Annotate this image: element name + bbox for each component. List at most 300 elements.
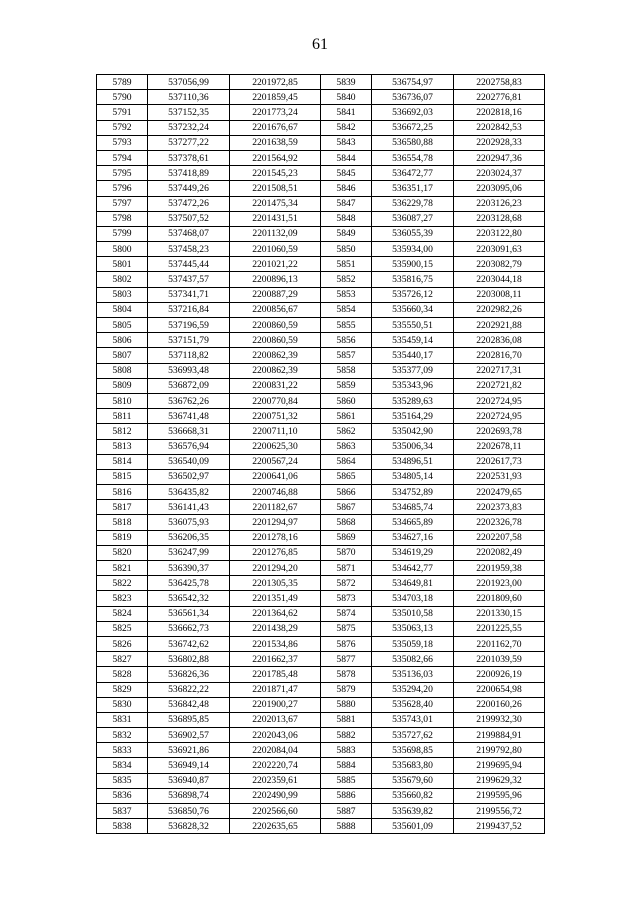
x-coordinate-right: 536229,78 (372, 196, 454, 211)
point-number-left: 5830 (97, 697, 148, 712)
table-row (97, 135, 545, 150)
page-number: 61 (312, 36, 328, 53)
x-coordinate-left: 537277,22 (148, 135, 230, 150)
x-coordinate-left: 536895,85 (148, 712, 230, 727)
x-coordinate-right: 534752,89 (372, 485, 454, 500)
y-coordinate-left: 2201060,59 (230, 242, 321, 257)
y-coordinate-left: 2201859,45 (230, 90, 321, 105)
point-number-right: 5854 (321, 302, 372, 317)
y-coordinate-left: 2201294,20 (230, 561, 321, 576)
x-coordinate-left: 536802,88 (148, 652, 230, 667)
point-number-right: 5875 (321, 621, 372, 636)
table-row (97, 75, 545, 90)
x-coordinate-left: 537118,82 (148, 348, 230, 363)
table-row (97, 804, 545, 819)
x-coordinate-right: 535698,85 (372, 743, 454, 758)
point-number-left: 5789 (97, 75, 148, 90)
table-row (97, 758, 545, 773)
y-coordinate-left: 2200625,30 (230, 439, 321, 454)
y-coordinate-right: 2202373,83 (454, 500, 545, 515)
table-row (97, 257, 545, 272)
point-number-right: 5877 (321, 652, 372, 667)
y-coordinate-right: 2202724,95 (454, 393, 545, 408)
y-coordinate-right: 2199437,52 (454, 819, 545, 834)
y-coordinate-right: 2202982,26 (454, 302, 545, 317)
point-number-right: 5842 (321, 120, 372, 135)
table-row (97, 302, 545, 317)
point-number-left: 5803 (97, 287, 148, 302)
y-coordinate-left: 2201785,48 (230, 667, 321, 682)
x-coordinate-left: 537468,07 (148, 226, 230, 241)
point-number-right: 5858 (321, 363, 372, 378)
point-number-left: 5817 (97, 500, 148, 515)
y-coordinate-left: 2201475,34 (230, 196, 321, 211)
point-number-left: 5800 (97, 242, 148, 257)
point-number-right: 5848 (321, 211, 372, 226)
x-coordinate-right: 536055,39 (372, 226, 454, 241)
point-number-left: 5820 (97, 545, 148, 560)
table-row (97, 454, 545, 469)
x-coordinate-right: 536754,97 (372, 75, 454, 90)
y-coordinate-left: 2201021,22 (230, 257, 321, 272)
x-coordinate-right: 536472,77 (372, 166, 454, 181)
y-coordinate-left: 2202043,06 (230, 728, 321, 743)
x-coordinate-right: 534649,81 (372, 576, 454, 591)
point-number-right: 5859 (321, 378, 372, 393)
x-coordinate-left: 537232,24 (148, 120, 230, 135)
y-coordinate-right: 2202717,31 (454, 363, 545, 378)
point-number-left: 5795 (97, 166, 148, 181)
x-coordinate-right: 535440,17 (372, 348, 454, 363)
x-coordinate-right: 535601,09 (372, 819, 454, 834)
x-coordinate-left: 537151,79 (148, 333, 230, 348)
x-coordinate-right: 535289,63 (372, 393, 454, 408)
y-coordinate-right: 2199932,30 (454, 712, 545, 727)
x-coordinate-right: 535042,90 (372, 424, 454, 439)
x-coordinate-right: 535743,01 (372, 712, 454, 727)
y-coordinate-right: 2203126,23 (454, 196, 545, 211)
y-coordinate-left: 2200856,67 (230, 302, 321, 317)
y-coordinate-left: 2201132,09 (230, 226, 321, 241)
point-number-right: 5843 (321, 135, 372, 150)
table-row (97, 788, 545, 803)
point-number-left: 5807 (97, 348, 148, 363)
y-coordinate-right: 2202479,65 (454, 485, 545, 500)
y-coordinate-right: 2201959,38 (454, 561, 545, 576)
point-number-right: 5876 (321, 636, 372, 651)
y-coordinate-right: 2202921,88 (454, 318, 545, 333)
y-coordinate-left: 2201351,49 (230, 591, 321, 606)
x-coordinate-left: 537418,89 (148, 166, 230, 181)
y-coordinate-left: 2201972,85 (230, 75, 321, 90)
point-number-right: 5888 (321, 819, 372, 834)
y-coordinate-left: 2200860,59 (230, 333, 321, 348)
point-number-left: 5831 (97, 712, 148, 727)
point-number-right: 5862 (321, 424, 372, 439)
y-coordinate-left: 2201871,47 (230, 682, 321, 697)
x-coordinate-right: 535900,15 (372, 257, 454, 272)
y-coordinate-right: 2203128,68 (454, 211, 545, 226)
table-row (97, 530, 545, 545)
x-coordinate-left: 536826,36 (148, 667, 230, 682)
table-row (97, 697, 545, 712)
x-coordinate-left: 537445,44 (148, 257, 230, 272)
x-coordinate-right: 535459,14 (372, 333, 454, 348)
point-number-left: 5832 (97, 728, 148, 743)
x-coordinate-right: 534896,51 (372, 454, 454, 469)
table-row (97, 469, 545, 484)
x-coordinate-left: 536435,82 (148, 485, 230, 500)
point-number-right: 5850 (321, 242, 372, 257)
table-row (97, 409, 545, 424)
x-coordinate-left: 536742,62 (148, 636, 230, 651)
y-coordinate-right: 2202693,78 (454, 424, 545, 439)
point-number-right: 5841 (321, 105, 372, 120)
x-coordinate-right: 536554,78 (372, 150, 454, 165)
y-coordinate-left: 2200746,88 (230, 485, 321, 500)
y-coordinate-left: 2200831,22 (230, 378, 321, 393)
y-coordinate-right: 2202617,73 (454, 454, 545, 469)
point-number-left: 5812 (97, 424, 148, 439)
point-number-left: 5819 (97, 530, 148, 545)
point-number-right: 5873 (321, 591, 372, 606)
point-number-left: 5804 (97, 302, 148, 317)
y-coordinate-right: 2203095,06 (454, 181, 545, 196)
y-coordinate-left: 2202220,74 (230, 758, 321, 773)
point-number-right: 5885 (321, 773, 372, 788)
point-number-left: 5815 (97, 469, 148, 484)
table-row (97, 515, 545, 530)
x-coordinate-right: 535628,40 (372, 697, 454, 712)
x-coordinate-left: 537196,59 (148, 318, 230, 333)
y-coordinate-left: 2201182,67 (230, 500, 321, 515)
x-coordinate-left: 536828,32 (148, 819, 230, 834)
y-coordinate-right: 2203082,79 (454, 257, 545, 272)
x-coordinate-right: 534627,16 (372, 530, 454, 545)
x-coordinate-right: 535679,60 (372, 773, 454, 788)
x-coordinate-right: 535063,13 (372, 621, 454, 636)
y-coordinate-right: 2203091,63 (454, 242, 545, 257)
table-row (97, 819, 545, 834)
x-coordinate-right: 535136,03 (372, 667, 454, 682)
table-row (97, 318, 545, 333)
y-coordinate-right: 2203008,11 (454, 287, 545, 302)
point-number-left: 5813 (97, 439, 148, 454)
point-number-right: 5849 (321, 226, 372, 241)
y-coordinate-right: 2199556,72 (454, 804, 545, 819)
x-coordinate-left: 536141,43 (148, 500, 230, 515)
table-row (97, 545, 545, 560)
table-row (97, 485, 545, 500)
table-row (97, 287, 545, 302)
table-row (97, 576, 545, 591)
y-coordinate-left: 2201278,16 (230, 530, 321, 545)
x-coordinate-left: 536850,76 (148, 804, 230, 819)
y-coordinate-right: 2199629,32 (454, 773, 545, 788)
point-number-left: 5809 (97, 378, 148, 393)
y-coordinate-right: 2203024,37 (454, 166, 545, 181)
table-row (97, 728, 545, 743)
table-row (97, 439, 545, 454)
x-coordinate-left: 536762,26 (148, 393, 230, 408)
point-number-right: 5847 (321, 196, 372, 211)
point-number-right: 5845 (321, 166, 372, 181)
point-number-right: 5886 (321, 788, 372, 803)
table-row (97, 636, 545, 651)
table-row (97, 424, 545, 439)
table-row (97, 606, 545, 621)
table-row (97, 712, 545, 727)
table-row (97, 500, 545, 515)
y-coordinate-left: 2200751,32 (230, 409, 321, 424)
point-number-left: 5829 (97, 682, 148, 697)
x-coordinate-right: 535816,75 (372, 272, 454, 287)
point-number-left: 5793 (97, 135, 148, 150)
x-coordinate-left: 537507,52 (148, 211, 230, 226)
y-coordinate-right: 2199792,80 (454, 743, 545, 758)
point-number-left: 5794 (97, 150, 148, 165)
x-coordinate-left: 536993,48 (148, 363, 230, 378)
y-coordinate-left: 2201431,51 (230, 211, 321, 226)
y-coordinate-right: 2202818,16 (454, 105, 545, 120)
x-coordinate-right: 534665,89 (372, 515, 454, 530)
y-coordinate-left: 2202084,04 (230, 743, 321, 758)
x-coordinate-right: 536087,27 (372, 211, 454, 226)
point-number-right: 5865 (321, 469, 372, 484)
x-coordinate-left: 536576,94 (148, 439, 230, 454)
y-coordinate-right: 2199595,96 (454, 788, 545, 803)
x-coordinate-left: 536902,57 (148, 728, 230, 743)
table-row (97, 393, 545, 408)
x-coordinate-right: 535343,96 (372, 378, 454, 393)
point-number-right: 5844 (321, 150, 372, 165)
table-row (97, 378, 545, 393)
x-coordinate-right: 535683,80 (372, 758, 454, 773)
point-number-right: 5839 (321, 75, 372, 90)
point-number-left: 5823 (97, 591, 148, 606)
x-coordinate-right: 534703,18 (372, 591, 454, 606)
y-coordinate-left: 2200862,39 (230, 363, 321, 378)
x-coordinate-left: 537152,35 (148, 105, 230, 120)
point-number-left: 5811 (97, 409, 148, 424)
y-coordinate-left: 2202566,60 (230, 804, 321, 819)
point-number-right: 5883 (321, 743, 372, 758)
x-coordinate-left: 537437,57 (148, 272, 230, 287)
point-number-right: 5864 (321, 454, 372, 469)
point-number-right: 5851 (321, 257, 372, 272)
y-coordinate-left: 2201508,51 (230, 181, 321, 196)
x-coordinate-right: 535059,18 (372, 636, 454, 651)
x-coordinate-left: 537472,26 (148, 196, 230, 211)
coordinates-table-body (97, 75, 545, 834)
table-row (97, 181, 545, 196)
x-coordinate-left: 536561,34 (148, 606, 230, 621)
table-row (97, 226, 545, 241)
y-coordinate-right: 2202531,93 (454, 469, 545, 484)
y-coordinate-left: 2201900,27 (230, 697, 321, 712)
y-coordinate-right: 2202836,08 (454, 333, 545, 348)
y-coordinate-left: 2202490,99 (230, 788, 321, 803)
y-coordinate-right: 2202776,81 (454, 90, 545, 105)
x-coordinate-left: 536668,31 (148, 424, 230, 439)
point-number-right: 5872 (321, 576, 372, 591)
x-coordinate-right: 536351,17 (372, 181, 454, 196)
point-number-right: 5866 (321, 485, 372, 500)
y-coordinate-left: 2201294,97 (230, 515, 321, 530)
y-coordinate-left: 2201305,35 (230, 576, 321, 591)
x-coordinate-left: 537378,61 (148, 150, 230, 165)
x-coordinate-left: 536940,87 (148, 773, 230, 788)
table-row (97, 105, 545, 120)
y-coordinate-left: 2201564,92 (230, 150, 321, 165)
point-number-right: 5881 (321, 712, 372, 727)
x-coordinate-right: 535660,82 (372, 788, 454, 803)
point-number-right: 5884 (321, 758, 372, 773)
x-coordinate-left: 537216,84 (148, 302, 230, 317)
y-coordinate-left: 2201773,24 (230, 105, 321, 120)
point-number-right: 5860 (321, 393, 372, 408)
point-number-right: 5869 (321, 530, 372, 545)
y-coordinate-right: 2202082,49 (454, 545, 545, 560)
x-coordinate-right: 535934,00 (372, 242, 454, 257)
table-row (97, 363, 545, 378)
point-number-left: 5833 (97, 743, 148, 758)
y-coordinate-right: 2199884,91 (454, 728, 545, 743)
y-coordinate-left: 2202013,67 (230, 712, 321, 727)
point-number-left: 5801 (97, 257, 148, 272)
point-number-left: 5818 (97, 515, 148, 530)
y-coordinate-right: 2202842,53 (454, 120, 545, 135)
y-coordinate-right: 2203044,18 (454, 272, 545, 287)
y-coordinate-left: 2202359,61 (230, 773, 321, 788)
y-coordinate-left: 2201438,29 (230, 621, 321, 636)
x-coordinate-left: 536921,86 (148, 743, 230, 758)
coordinates-table (96, 74, 545, 834)
x-coordinate-right: 535164,29 (372, 409, 454, 424)
point-number-left: 5799 (97, 226, 148, 241)
point-number-left: 5792 (97, 120, 148, 135)
y-coordinate-left: 2201545,23 (230, 166, 321, 181)
table-row (97, 90, 545, 105)
y-coordinate-right: 2201809,60 (454, 591, 545, 606)
x-coordinate-left: 536741,48 (148, 409, 230, 424)
x-coordinate-left: 536949,14 (148, 758, 230, 773)
point-number-right: 5879 (321, 682, 372, 697)
y-coordinate-right: 2201039,59 (454, 652, 545, 667)
y-coordinate-left: 2201638,59 (230, 135, 321, 150)
x-coordinate-left: 536425,78 (148, 576, 230, 591)
x-coordinate-right: 536736,07 (372, 90, 454, 105)
x-coordinate-left: 536542,32 (148, 591, 230, 606)
y-coordinate-left: 2200887,29 (230, 287, 321, 302)
y-coordinate-right: 2202724,95 (454, 409, 545, 424)
point-number-right: 5874 (321, 606, 372, 621)
x-coordinate-right: 534642,77 (372, 561, 454, 576)
y-coordinate-left: 2200711,10 (230, 424, 321, 439)
point-number-left: 5836 (97, 788, 148, 803)
y-coordinate-left: 2201662,37 (230, 652, 321, 667)
point-number-left: 5834 (97, 758, 148, 773)
point-number-right: 5857 (321, 348, 372, 363)
y-coordinate-right: 2202758,83 (454, 75, 545, 90)
x-coordinate-right: 534685,74 (372, 500, 454, 515)
point-number-left: 5828 (97, 667, 148, 682)
x-coordinate-right: 535294,20 (372, 682, 454, 697)
table-row (97, 166, 545, 181)
x-coordinate-left: 536898,74 (148, 788, 230, 803)
table-row (97, 621, 545, 636)
y-coordinate-left: 2202635,65 (230, 819, 321, 834)
y-coordinate-left: 2200896,13 (230, 272, 321, 287)
y-coordinate-right: 2200654,98 (454, 682, 545, 697)
point-number-right: 5882 (321, 728, 372, 743)
point-number-left: 5838 (97, 819, 148, 834)
y-coordinate-right: 2202816,70 (454, 348, 545, 363)
y-coordinate-right: 2203122,80 (454, 226, 545, 241)
x-coordinate-left: 536662,73 (148, 621, 230, 636)
x-coordinate-right: 536580,88 (372, 135, 454, 150)
y-coordinate-right: 2200926,19 (454, 667, 545, 682)
point-number-left: 5808 (97, 363, 148, 378)
point-number-left: 5798 (97, 211, 148, 226)
point-number-right: 5852 (321, 272, 372, 287)
x-coordinate-right: 535550,51 (372, 318, 454, 333)
point-number-right: 5878 (321, 667, 372, 682)
point-number-right: 5853 (321, 287, 372, 302)
point-number-left: 5837 (97, 804, 148, 819)
x-coordinate-right: 535727,62 (372, 728, 454, 743)
point-number-left: 5802 (97, 272, 148, 287)
point-number-left: 5806 (97, 333, 148, 348)
table-row (97, 348, 545, 363)
x-coordinate-left: 536540,09 (148, 454, 230, 469)
point-number-left: 5835 (97, 773, 148, 788)
table-row (97, 743, 545, 758)
table-row (97, 682, 545, 697)
x-coordinate-left: 536842,48 (148, 697, 230, 712)
table-row (97, 120, 545, 135)
point-number-left: 5805 (97, 318, 148, 333)
point-number-left: 5814 (97, 454, 148, 469)
x-coordinate-right: 535639,82 (372, 804, 454, 819)
point-number-left: 5810 (97, 393, 148, 408)
table-row (97, 150, 545, 165)
point-number-right: 5871 (321, 561, 372, 576)
table-row (97, 272, 545, 287)
point-number-left: 5797 (97, 196, 148, 211)
table-row (97, 333, 545, 348)
table-row (97, 773, 545, 788)
x-coordinate-left: 536390,37 (148, 561, 230, 576)
point-number-right: 5856 (321, 333, 372, 348)
table-row (97, 211, 545, 226)
x-coordinate-left: 537056,99 (148, 75, 230, 90)
y-coordinate-left: 2201676,67 (230, 120, 321, 135)
x-coordinate-right: 535010,58 (372, 606, 454, 621)
y-coordinate-right: 2202947,36 (454, 150, 545, 165)
x-coordinate-left: 536206,35 (148, 530, 230, 545)
point-number-left: 5821 (97, 561, 148, 576)
point-number-left: 5790 (97, 90, 148, 105)
x-coordinate-left: 537110,36 (148, 90, 230, 105)
point-number-left: 5827 (97, 652, 148, 667)
x-coordinate-left: 536822,22 (148, 682, 230, 697)
x-coordinate-right: 536692,03 (372, 105, 454, 120)
point-number-right: 5863 (321, 439, 372, 454)
x-coordinate-right: 534619,29 (372, 545, 454, 560)
y-coordinate-right: 2199695,94 (454, 758, 545, 773)
y-coordinate-left: 2200641,06 (230, 469, 321, 484)
